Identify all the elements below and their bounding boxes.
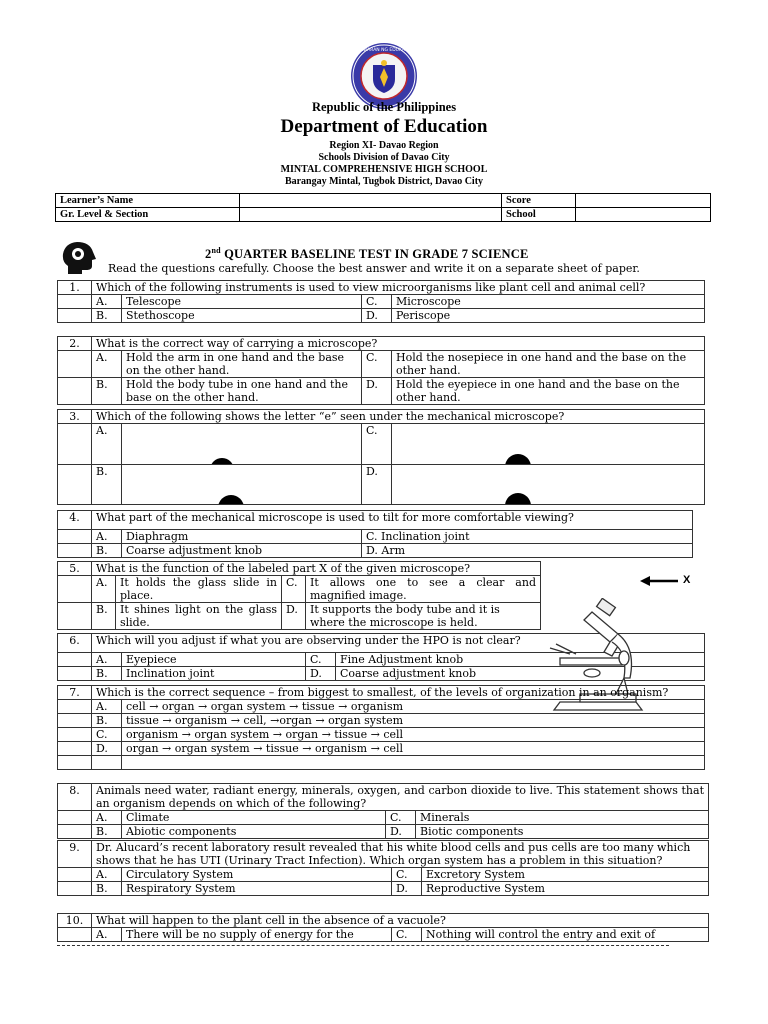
choice-c[interactable]: Excretory System: [422, 868, 709, 882]
choice-letter: C.: [362, 351, 392, 378]
question-number: 7.: [58, 686, 92, 700]
choice-letter: B.: [92, 667, 122, 681]
grade-level-field[interactable]: [240, 208, 502, 222]
choice-b[interactable]: Abiotic components: [122, 825, 386, 839]
choice-b[interactable]: It shines light on the glass slide.: [116, 603, 282, 630]
letter-e-image: [210, 458, 234, 464]
choice-letter: B.: [92, 309, 122, 323]
republic-heading: Republic of the Philippines: [311, 100, 457, 114]
choice-c[interactable]: Fine Adjustment knob: [336, 653, 705, 667]
choice-letter: B.: [92, 378, 122, 405]
learner-name-field[interactable]: [240, 194, 502, 208]
question-text: Which is the correct sequence – from biggest to smallest, of the levels of organization in an organism?: [92, 686, 705, 700]
choice-c-image[interactable]: [392, 424, 705, 465]
choice-letter: A.: [92, 351, 122, 378]
choice-letter: B.: [92, 603, 116, 630]
grade-level-label: Gr. Level & Section: [56, 208, 240, 222]
choice-letter: D.: [362, 378, 392, 405]
test-title-number: 2: [205, 247, 212, 262]
choice-letter: A.: [92, 868, 122, 882]
question-9: [57, 840, 709, 896]
question-text: What part of the mechanical microscope is used to tilt for more comfortable viewing?: [92, 511, 693, 530]
choice-d[interactable]: It supports the body tube and it is where the microscope is held.: [306, 603, 541, 630]
choice-a[interactable]: Diaphragm: [122, 530, 362, 544]
letter-e-image: [505, 454, 531, 464]
choice-letter: C.: [282, 576, 306, 603]
choice-letter: D.: [362, 309, 392, 323]
choice-letter: D.: [282, 603, 306, 630]
choice-a[interactable]: Hold the arm in one hand and the base on the other hand.: [122, 351, 362, 378]
choice-letter: A.: [92, 928, 122, 942]
choice-letter: C.: [386, 811, 416, 825]
choice-letter: B.: [92, 882, 122, 896]
question-text: What will happen to the plant cell in the absence of a vacuole?: [92, 914, 709, 928]
choice-letter: C.: [362, 424, 392, 465]
choice-letter: D.: [386, 825, 416, 839]
choice-b[interactable]: Inclination joint: [122, 667, 306, 681]
question-10: [57, 913, 709, 942]
school-name-text: MINTAL COMPREHENSIVE HIGH SCHOOL: [280, 164, 488, 175]
choice-d[interactable]: Coarse adjustment knob: [336, 667, 705, 681]
choice-letter: A.: [92, 424, 122, 465]
choice-letter: C.: [392, 928, 422, 942]
question-text: Dr. Alucard’s recent laboratory result revealed that his white blood cells and pus cells are too many which shows that he has UTI (Urinary Tract Infection). Which organ system has a problem in this situation?: [92, 841, 709, 868]
score-label: Score: [502, 194, 576, 208]
question-text: What is the function of the labeled part X of the given microscope?: [92, 562, 541, 576]
choice-letter: D.: [392, 882, 422, 896]
choice-letter: D.: [306, 667, 336, 681]
letter-e-image: [505, 493, 531, 504]
question-number: 1.: [58, 281, 92, 295]
choice-b[interactable]: Coarse adjustment knob: [122, 544, 362, 558]
choice-b[interactable]: Hold the body tube in one hand and the base on the other hand.: [122, 378, 362, 405]
score-field[interactable]: [576, 194, 711, 208]
question-text: Which of the following shows the letter “e” seen under the mechanical microscope?: [92, 410, 705, 424]
choice-letter: C.: [306, 653, 336, 667]
choice-letter: C.: [362, 295, 392, 309]
question-number: 10.: [58, 914, 92, 928]
choice-c[interactable]: Microscope: [392, 295, 705, 309]
choice-a[interactable]: Eyepiece: [122, 653, 306, 667]
choice-letter: B.: [92, 714, 122, 728]
test-title-superscript: nd: [211, 246, 221, 255]
question-number: 3.: [58, 410, 92, 424]
instructions-text: Read the questions carefully. Choose the best answer and write it on a separate sheet of paper.: [108, 262, 640, 275]
choice-a[interactable]: Circulatory System: [122, 868, 392, 882]
choice-letter: A.: [92, 653, 122, 667]
question-1: [57, 280, 705, 323]
choice-b[interactable]: tissue → organism → cell, →organ → organ system: [122, 714, 705, 728]
question-4: [57, 510, 693, 558]
choice-letter: A.: [92, 530, 122, 544]
choice-d[interactable]: D. Arm: [362, 544, 693, 558]
choice-letter: A.: [92, 700, 122, 714]
choice-letter: A.: [92, 811, 122, 825]
choice-b-image[interactable]: [122, 465, 362, 505]
question-text: Which will you adjust if what you are observing under the HPO is not clear?: [92, 634, 705, 653]
choice-a[interactable]: cell → organ → organ system → tissue → organism: [122, 700, 705, 714]
letter-e-image: [218, 495, 244, 504]
choice-letter: A.: [92, 295, 122, 309]
question-number: 5.: [58, 562, 92, 576]
question-number: 8.: [58, 784, 92, 811]
question-8: [57, 783, 709, 839]
svg-text:KAGAWARAN NG EDUKASYON: KAGAWARAN NG EDUKASYON: [350, 48, 418, 53]
choice-d[interactable]: Reproductive System: [422, 882, 709, 896]
question-text: Animals need water, radiant energy, minerals, oxygen, and carbon dioxide to live. This statement shows that an organism depends on which of the following?: [92, 784, 709, 811]
choice-a[interactable]: Telescope: [122, 295, 362, 309]
school-field[interactable]: [576, 208, 711, 222]
choice-letter: B.: [92, 825, 122, 839]
choice-b[interactable]: Stethoscope: [122, 309, 362, 323]
question-3: [57, 409, 705, 505]
test-title: [205, 246, 529, 262]
choice-letter: A.: [92, 576, 116, 603]
choice-c[interactable]: Minerals: [416, 811, 709, 825]
choice-letter: C.: [92, 728, 122, 742]
question-2: [57, 336, 705, 405]
test-title-text: QUARTER BASELINE TEST IN GRADE 7 SCIENCE: [220, 247, 529, 262]
choice-letter: B.: [92, 465, 122, 505]
question-5: [57, 561, 541, 630]
question-number: 4.: [58, 511, 92, 530]
choice-c[interactable]: It allows one to see a clear and magnified image.: [306, 576, 541, 603]
question-text: Which of the following instruments is used to view microorganisms like plant cell and animal cell?: [92, 281, 705, 295]
choice-d-image[interactable]: [392, 465, 705, 505]
school-address-text: Barangay Mintal, Tugbok District, Davao City: [284, 176, 484, 187]
choice-d[interactable]: Hold the eyepiece in one hand and the base on the other hand.: [392, 378, 705, 405]
choice-c[interactable]: Hold the nosepiece in one hand and the base on the other hand.: [392, 351, 705, 378]
choice-letter: D.: [362, 465, 392, 505]
arrow-left-icon: [640, 575, 680, 587]
question-text: What is the correct way of carrying a microscope?: [92, 337, 705, 351]
question-number: 2.: [58, 337, 92, 351]
question-number: 9.: [58, 841, 92, 868]
choice-b[interactable]: Respiratory System: [122, 882, 392, 896]
learner-info-table: [55, 193, 711, 222]
region-text: Region XI- Davao Region: [329, 140, 439, 151]
question-7: [57, 685, 705, 770]
choice-letter: D.: [92, 742, 122, 756]
school-label: School: [502, 208, 576, 222]
choice-c[interactable]: organism → organ system → organ → tissue → cell: [122, 728, 705, 742]
choice-d[interactable]: Periscope: [392, 309, 705, 323]
choice-a[interactable]: There will be no supply of energy for the: [122, 928, 392, 942]
page-break-line: [57, 945, 669, 946]
choice-letter: B.: [92, 544, 122, 558]
choice-c[interactable]: Nothing will control the entry and exit of: [422, 928, 709, 942]
learner-name-label: Learner’s Name: [56, 194, 240, 208]
division-text: Schools Division of Davao City: [318, 152, 450, 163]
label-x: X: [683, 574, 691, 586]
choice-letter: C.: [392, 868, 422, 882]
choice-d[interactable]: Biotic components: [416, 825, 709, 839]
choice-d[interactable]: organ → organ system → tissue → organism → cell: [122, 742, 705, 756]
choice-a[interactable]: It holds the glass slide in place.: [116, 576, 282, 603]
choice-c[interactable]: C. Inclination joint: [362, 530, 693, 544]
choice-a-image[interactable]: [122, 424, 362, 465]
head-thinking-icon: [60, 240, 98, 276]
department-heading: Department of Education: [280, 116, 488, 137]
choice-a[interactable]: Climate: [122, 811, 386, 825]
question-number: 6.: [58, 634, 92, 653]
